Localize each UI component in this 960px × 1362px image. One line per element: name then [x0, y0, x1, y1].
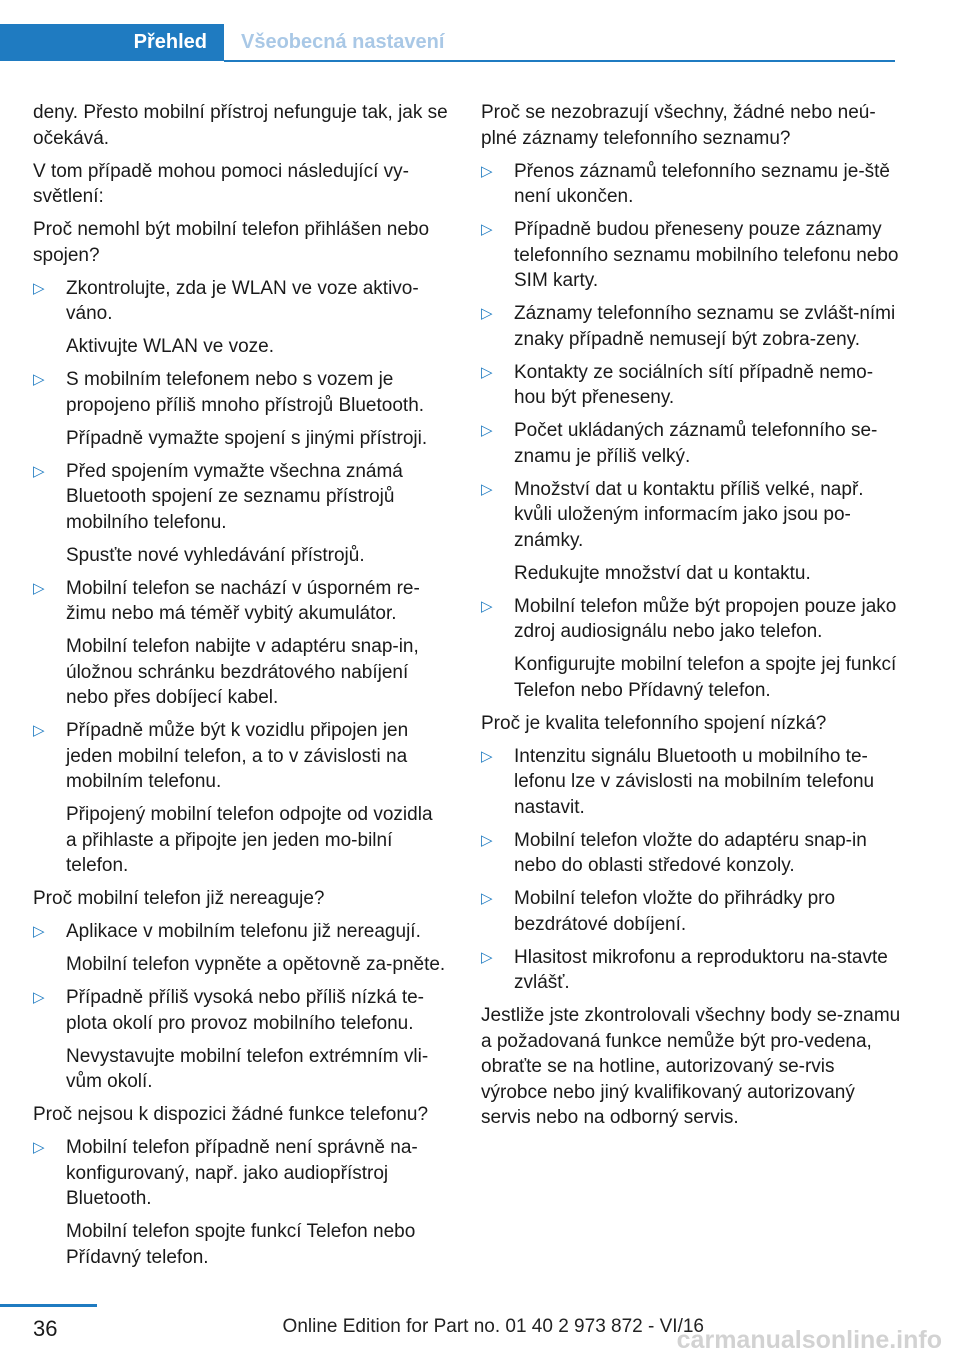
list-item: [33, 367, 448, 418]
list-item: [33, 985, 448, 1036]
right-column: [481, 100, 901, 1138]
list-item-note: Aktivujte WLAN ve voze.: [66, 336, 275, 357]
list-item: [481, 217, 901, 294]
list-item-text: Mobilní telefon případně není správně na‐konfigurovaný, např. jako audiopřístroj Bluetooth.: [66, 1137, 418, 1209]
list-item: [33, 459, 448, 536]
list-item-text: Mobilní telefon vložte do přihrádky pro bezdrátové dobíjení.: [514, 888, 836, 935]
list-item-text: Kontakty ze sociálních sítí případně nemo‐hou být přeneseny.: [514, 361, 874, 408]
paragraph: Proč nejsou k dispozici žádné funkce telefonu?: [33, 1104, 429, 1125]
footer-divider: [0, 1304, 97, 1307]
list-item-note: Konfigurujte mobilní telefon a spojte jej funkcí Telefon nebo Přídavný telefon.: [514, 654, 897, 701]
list-item-text: Případně může být k vozidlu připojen jen jeden mobilní telefon, a to v závislosti na mobilním telefonu.: [66, 720, 409, 792]
list-item-text: Případně budou přeneseny pouze záznamy telefonního seznamu mobilního telefonu nebo SIM karty.: [514, 219, 899, 291]
list-item: [481, 418, 901, 469]
list-item: [33, 1135, 448, 1212]
bullet-triangle-icon: ▷: [481, 480, 493, 498]
paragraph: Proč se nezobrazují všechny, žádné nebo neú‐plné záznamy telefonního seznamu?: [481, 102, 876, 149]
left-column: [33, 100, 448, 1278]
list-item: [481, 828, 901, 879]
list-item-text: S mobilním telefonem nebo s vozem je propojeno příliš mnoho přístrojů Bluetooth.: [66, 369, 425, 416]
bullet-triangle-icon: ▷: [33, 279, 45, 297]
list-item: [33, 919, 448, 945]
edition-text: Online Edition for Part no. 01 40 2 973 872 - VI/16: [282, 1316, 704, 1337]
bullet-triangle-icon: ▷: [33, 1139, 45, 1156]
list-item-text: Přenos záznamů telefonního seznamu je‐ště není ukončen.: [514, 160, 890, 207]
paragraph: deny. Přesto mobilní přístroj nefunguje tak, jak se očekává.: [33, 102, 448, 149]
page-header: [0, 0, 960, 62]
bullet-triangle-icon: ▷: [33, 462, 45, 480]
list-item-text: Před spojením vymažte všechna známá Bluetooth spojení ze seznamu přístrojů mobilního telefonu.: [66, 460, 403, 533]
list-item: [481, 301, 901, 352]
list-item-text: Mobilní telefon se nachází v úsporném re‐žimu nebo má téměř vybitý akumulátor.: [66, 577, 420, 624]
list-item-note: Nevystavujte mobilní telefon extrémním vli‐vům okolí.: [66, 1045, 429, 1092]
watermark-logo: carmanualsonline.info: [676, 1326, 942, 1354]
list-item-note: Redukujte množství dat u kontaktu.: [514, 562, 811, 584]
list-item-note: Mobilní telefon vypněte a opětovně za‐pněte.: [66, 954, 446, 975]
bullet-triangle-icon: ▷: [481, 747, 493, 765]
paragraph: Proč mobilní telefon již nereaguje?: [33, 888, 325, 909]
bullet-triangle-icon: ▷: [481, 221, 493, 238]
bullet-triangle-icon: ▷: [33, 722, 45, 739]
list-item-text: Aplikace v mobilním telefonu již nereagují.: [66, 921, 421, 942]
list-item-text: Mobilní telefon může být propojen pouze jako zdroj audiosignálu nebo jako telefon.: [514, 595, 897, 642]
list-item-text: Počet ukládaných záznamů telefonního se‐znamu je příliš velký.: [514, 420, 878, 467]
list-item: [481, 744, 901, 821]
paragraph: Proč nemohl být mobilní telefon přihlášen nebo spojen?: [33, 219, 430, 266]
list-item-note: Mobilní telefon nabijte v adaptéru snap-in, úložnou schránku bezdrátového nabíjení nebo přes dobíjecí kabel.: [66, 636, 419, 708]
bullet-triangle-icon: ▷: [33, 371, 45, 388]
bullet-triangle-icon: ▷: [481, 363, 493, 381]
bullet-triangle-icon: ▷: [481, 831, 493, 849]
list-item: [33, 276, 448, 327]
bullet-triangle-icon: ▷: [481, 890, 493, 907]
list-item-text: Případně příliš vysoká nebo příliš nízká te‐plota okolí pro provoz mobilního telefonu.: [66, 987, 425, 1034]
bullet-triangle-icon: ▷: [481, 162, 493, 180]
list-item-text: Intenzitu signálu Bluetooth u mobilního te‐lefonu lze v závislosti na mobilním telefonu nastavit.: [514, 745, 875, 818]
bullet-triangle-icon: ▷: [481, 948, 493, 966]
bullet-triangle-icon: ▷: [481, 597, 493, 615]
paragraph: Proč je kvalita telefonního spojení nízká?: [481, 712, 827, 734]
list-item-note: Připojený mobilní telefon odpojte od vozidla a přihlaste a připojte jen jeden mo‐bilní telefon.: [66, 804, 433, 876]
bullet-triangle-icon: ▷: [33, 923, 45, 940]
list-item-text: Zkontrolujte, zda je WLAN ve voze aktivo‐váno.: [66, 277, 419, 324]
bullet-triangle-icon: ▷: [33, 579, 45, 597]
list-item-note: Mobilní telefon spojte funkcí Telefon nebo Přídavný telefon.: [66, 1221, 416, 1268]
list-item: [481, 360, 901, 411]
tab-general-settings[interactable]: Všeobecná nastavení: [241, 31, 445, 53]
list-item-text: Hlasitost mikrofonu a reproduktoru na‐stavte zvlášť.: [514, 946, 888, 993]
bullet-triangle-icon: ▷: [33, 989, 45, 1006]
list-item: [481, 594, 901, 645]
list-item-text: Záznamy telefonního seznamu se zvlášt‐ními znaky případně nemusejí být zobra‐zeny.: [514, 303, 896, 350]
bullet-triangle-icon: ▷: [481, 305, 493, 322]
list-item: [33, 718, 448, 795]
tab-overview[interactable]: Přehled: [0, 24, 224, 61]
header-divider: [224, 60, 895, 62]
list-item-text: Množství dat u kontaktu příliš velké, např. kvůli uloženým informacím jako jsou po‐známky.: [514, 478, 864, 551]
paragraph: Jestliže jste zkontrolovali všechny body se‐znamu a požadovaná funkce nemůže být pro‐vedena, obraťte se na hotline, autorizovaný se‐rvis výrobce nebo jiný kvalifikovaný autorizovaný servis nebo na odborný servis.: [481, 1005, 901, 1128]
list-item-text: Mobilní telefon vložte do adaptéru snap-in nebo do oblasti středové konzoly.: [514, 829, 867, 876]
list-item: [481, 159, 901, 210]
bullet-triangle-icon: ▷: [481, 422, 493, 439]
list-item: [481, 886, 901, 937]
list-item-note: Případně vymažte spojení s jinými přístroji.: [66, 427, 428, 449]
list-item-note: Spusťte nové vyhledávání přístrojů.: [66, 544, 365, 566]
list-item: [481, 477, 901, 554]
list-item: [481, 945, 901, 996]
paragraph: V tom případě mohou pomoci následující vy‐světlení:: [33, 160, 409, 207]
list-item: [33, 576, 448, 627]
page-number: 36: [33, 1316, 58, 1341]
